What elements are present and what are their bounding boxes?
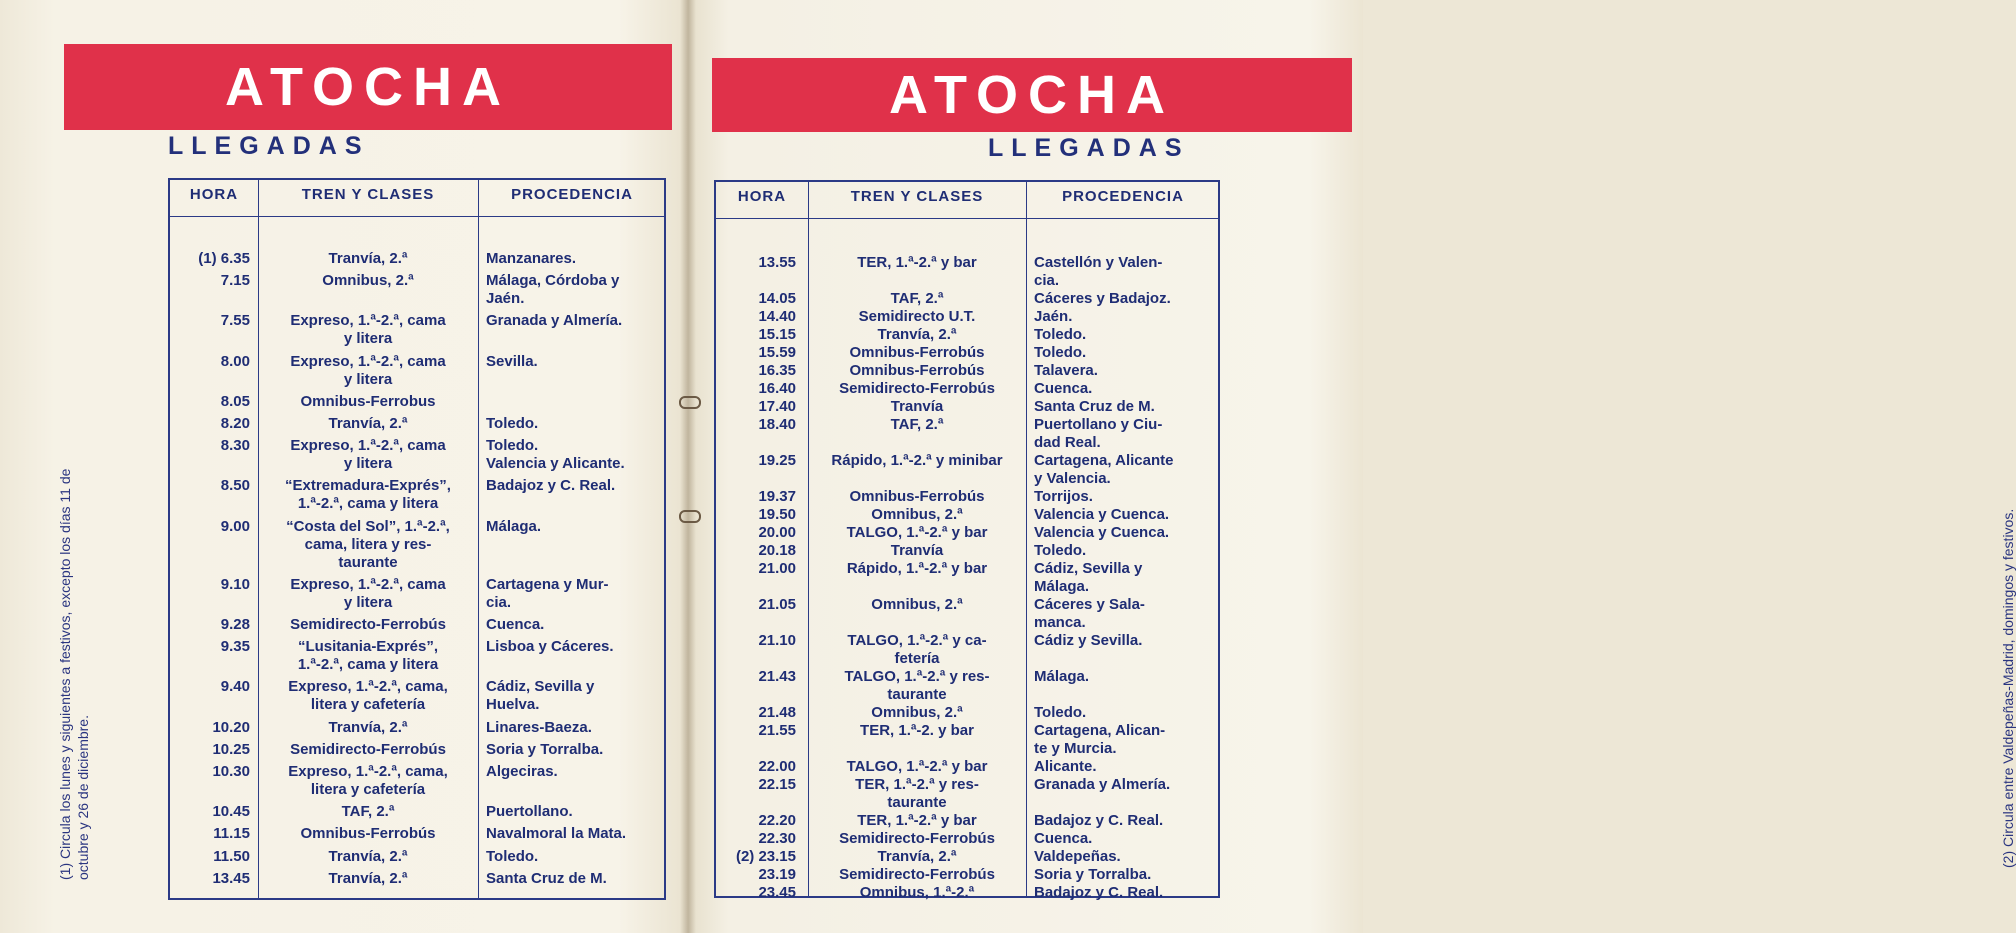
row-hora: 21.48: [758, 704, 796, 721]
row-procedencia: Cuenca.: [486, 616, 545, 633]
row-hora: 23.45: [758, 884, 796, 901]
row-hora: 22.15: [758, 776, 796, 793]
row-hora: 7.15: [220, 272, 250, 290]
row-tren: Expreso, 1.ª-2.ª, cama y litera: [290, 312, 446, 348]
row-tren: TAF, 2.ª: [890, 416, 944, 433]
row-procedencia: Talavera.: [1034, 362, 1098, 379]
row-hora: (1) 6.35: [198, 250, 250, 267]
row-hora: 8.05: [220, 392, 250, 410]
row-tren: Tranvía, 2.ª: [328, 415, 408, 432]
row-procedencia: Málaga.: [486, 517, 542, 535]
footnote-1-line2: octubre y 26 de diciembre.: [75, 715, 91, 880]
row-procedencia: Toledo.: [1034, 704, 1087, 721]
row-tren: TER, 1.ª-2.ª y bar: [857, 254, 977, 271]
book-gutter: [680, 0, 696, 933]
row-procedencia: Badajoz y C. Real.: [1034, 884, 1164, 901]
row-procedencia: Navalmoral la Mata.: [486, 825, 627, 843]
row-hora: 8.50: [220, 477, 250, 495]
row-hora: 19.50: [758, 506, 796, 523]
row-hora: 19.37: [758, 488, 796, 505]
row-procedencia: Toledo.: [1034, 344, 1087, 361]
row-hora: 9.35: [220, 638, 250, 656]
header-hora: HORA: [737, 188, 787, 205]
row-procedencia: Cuenca.: [1034, 830, 1093, 847]
row-procedencia: Valencia y Cuenca.: [1034, 506, 1170, 523]
row-tren: Omnibus-Ferrobus: [300, 392, 436, 410]
row-tren: Expreso, 1.ª-2.ª, cama y litera: [290, 575, 446, 611]
row-procedencia: Toledo. Valencia y Alicante.: [486, 437, 625, 473]
row-procedencia: Toledo.: [486, 847, 539, 865]
row-procedencia: Granada y Almería.: [486, 312, 623, 330]
row-hora: 19.25: [758, 452, 796, 469]
row-hora: 14.05: [758, 290, 796, 307]
row-procedencia: Cádiz, Sevilla y Huelva.: [486, 678, 595, 714]
row-procedencia: Cádiz y Sevilla.: [1034, 632, 1143, 649]
row-tren: Tranvía: [890, 398, 944, 415]
row-hora: 11.15: [213, 825, 250, 843]
row-tren: Omnibus, 2.ª: [871, 596, 963, 613]
row-procedencia: Toledo.: [1034, 542, 1087, 559]
row-procedencia: Jaén.: [1034, 308, 1073, 325]
row-hora: 21.05: [758, 596, 796, 613]
row-procedencia: Cartagena y Mur- cia.: [486, 575, 609, 611]
header-hora: HORA: [189, 186, 239, 203]
row-procedencia: Cartagena, Alicante y Valencia.: [1034, 452, 1174, 487]
row-hora: 10.45: [212, 803, 250, 821]
row-hora: 8.00: [220, 352, 250, 370]
header-tren: TREN Y CLASES: [850, 188, 984, 205]
row-hora: 8.20: [220, 415, 250, 432]
row-procedencia: Cáceres y Badajoz.: [1034, 290, 1171, 307]
row-tren: “Extremadura-Exprés”, 1.ª-2.ª, cama y litera: [285, 477, 451, 513]
row-procedencia: Badajoz y C. Real.: [486, 477, 616, 495]
row-tren: TALGO, 1.ª-2.ª y bar: [846, 524, 988, 541]
staple-top: [679, 396, 701, 409]
row-hora: 14.40: [758, 308, 796, 325]
row-tren: Semidirecto-Ferrobús: [839, 866, 995, 883]
row-hora: 9.28: [220, 616, 250, 633]
row-procedencia: Málaga.: [1034, 668, 1090, 685]
row-tren: “Lusitania-Exprés”, 1.ª-2.ª, cama y litera: [297, 638, 439, 674]
row-procedencia: Toledo.: [486, 415, 539, 432]
row-tren: Semidirecto-Ferrobús: [839, 830, 995, 847]
row-procedencia: Málaga, Córdoba y Jaén.: [486, 272, 620, 308]
row-hora: 9.40: [220, 678, 250, 696]
row-tren: Semidirecto U.T.: [858, 308, 976, 325]
row-procedencia: Santa Cruz de M.: [486, 869, 607, 887]
row-tren: Expreso, 1.ª-2.ª, cama, litera y cafetería: [288, 763, 448, 798]
row-tren: Omnibus, 2.ª: [322, 272, 414, 290]
footnote-2: (2) Circula entre Valdepeñas-Madrid, domingos y festivos.: [2000, 508, 2016, 868]
row-tren: TALGO, 1.ª-2.ª y ca- fetería: [847, 632, 987, 667]
row-tren: Tranvía, 2.ª: [328, 847, 408, 865]
footnote-1-line1: (1) Circula los lunes y siguientes a festivos, excepto los días 11 de: [57, 468, 73, 880]
row-tren: TALGO, 1.ª-2.ª y res- taurante: [844, 668, 990, 703]
row-tren: Semidirecto-Ferrobús: [290, 740, 446, 758]
row-procedencia: Valdepeñas.: [1034, 848, 1121, 865]
row-hora: 22.00: [758, 758, 796, 775]
row-tren: Rápido, 1.ª-2.ª y minibar: [831, 452, 1003, 469]
row-tren: Omnibus, 2.ª: [871, 704, 963, 721]
row-tren: TAF, 2.ª: [890, 290, 944, 307]
row-hora: 10.25: [212, 740, 250, 758]
row-procedencia: Cartagena, Alican- te y Murcia.: [1034, 722, 1166, 757]
row-hora: 18.40: [758, 416, 796, 433]
header-procedencia: PROCEDENCIA: [511, 186, 633, 203]
row-tren: TALGO, 1.ª-2.ª y bar: [846, 758, 988, 775]
row-tren: “Costa del Sol”, 1.ª-2.ª, cama, litera y res- taurante: [286, 517, 450, 571]
row-procedencia: Soria y Torralba.: [1034, 866, 1152, 883]
row-procedencia: Santa Cruz de M.: [1034, 398, 1155, 415]
row-hora: 9.00: [220, 517, 250, 535]
row-tren: Omnibus-Ferrobús: [300, 825, 436, 843]
row-tren: Expreso, 1.ª-2.ª, cama y litera: [290, 352, 446, 388]
row-tren: Omnibus-Ferrobús: [849, 362, 985, 379]
row-hora: 21.10: [758, 632, 796, 649]
row-hora: 7.55: [220, 312, 250, 330]
arrivals-table: [714, 180, 1220, 901]
row-tren: TER, 1.ª-2. y bar: [860, 722, 974, 739]
row-procedencia: Granada y Almería.: [1034, 776, 1171, 793]
row-hora: 9.10: [220, 575, 250, 593]
row-hora: 16.40: [758, 380, 796, 397]
station-banner: ATOCHA: [64, 44, 672, 130]
row-hora: 13.55: [758, 254, 796, 271]
row-hora: (2) 23.15: [735, 848, 796, 865]
row-hora: 21.55: [758, 722, 796, 739]
footnote-1: [56, 180, 92, 880]
row-procedencia: Badajoz y C. Real.: [1034, 812, 1164, 829]
row-tren: TER, 1.ª-2.ª y res- taurante: [855, 776, 979, 811]
row-procedencia: Puertollano y Ciu- dad Real.: [1034, 416, 1163, 451]
row-tren: Expreso, 1.ª-2.ª, cama y litera: [290, 437, 446, 473]
station-banner: ATOCHA: [712, 58, 1352, 132]
row-hora: 15.59: [758, 344, 796, 361]
row-procedencia: Soria y Torralba.: [486, 740, 604, 758]
row-procedencia: Cáceres y Sala- manca.: [1034, 596, 1145, 631]
row-procedencia: Cuenca.: [1034, 380, 1093, 397]
row-tren: Tranvía: [890, 542, 944, 559]
row-hora: 15.15: [758, 326, 796, 343]
row-tren: Tranvía, 2.ª: [328, 718, 408, 736]
row-procedencia: Alicante.: [1034, 758, 1097, 775]
row-tren: Omnibus, 2.ª: [871, 506, 963, 523]
row-procedencia: Castellón y Valen- cia.: [1034, 254, 1163, 289]
row-procedencia: Manzanares.: [486, 250, 577, 267]
arrivals-subtitle: LLEGADAS: [988, 134, 1190, 162]
staple-bottom: [679, 510, 701, 523]
right-page: [688, 0, 2016, 933]
arrivals-subtitle: LLEGADAS: [168, 132, 370, 160]
row-tren: Semidirecto-Ferrobús: [290, 616, 446, 633]
row-procedencia: Lisboa y Cáceres.: [486, 638, 614, 656]
arrivals-table: [168, 178, 666, 900]
row-procedencia: Sevilla.: [486, 352, 538, 370]
row-hora: 10.30: [212, 763, 250, 780]
row-hora: 17.40: [758, 398, 796, 415]
row-tren: Tranvía, 2.ª: [877, 848, 957, 865]
row-hora: 22.30: [758, 830, 796, 847]
row-hora: 10.20: [212, 718, 250, 736]
row-procedencia: Cádiz, Sevilla y Málaga.: [1034, 560, 1143, 595]
row-hora: 22.20: [758, 812, 796, 829]
row-hora: 16.35: [758, 362, 796, 379]
row-procedencia: Puertollano.: [486, 803, 573, 821]
row-tren: Semidirecto-Ferrobús: [839, 380, 995, 397]
header-procedencia: PROCEDENCIA: [1062, 188, 1184, 205]
row-tren: Tranvía, 2.ª: [877, 326, 957, 343]
row-hora: 21.00: [758, 560, 796, 577]
row-hora: 21.43: [758, 668, 796, 685]
row-hora: 13.45: [212, 869, 250, 887]
row-procedencia: Algeciras.: [486, 763, 558, 780]
row-tren: TAF, 2.ª: [341, 803, 395, 821]
row-procedencia: Toledo.: [1034, 326, 1087, 343]
row-tren: Rápido, 1.ª-2.ª y bar: [846, 560, 988, 577]
row-tren: Omnibus-Ferrobús: [849, 344, 985, 361]
row-tren: Tranvía, 2.ª: [328, 250, 408, 267]
row-hora: 20.00: [758, 524, 796, 541]
row-tren: TER, 1.ª-2.ª y bar: [857, 812, 977, 829]
header-tren: TREN Y CLASES: [301, 186, 435, 203]
left-page: [0, 0, 688, 933]
row-tren: Omnibus-Ferrobús: [849, 488, 985, 505]
row-hora: 23.19: [758, 866, 796, 883]
row-tren: Omnibus, 1.ª-2.ª: [859, 884, 975, 901]
row-tren: Tranvía, 2.ª: [328, 869, 408, 887]
row-hora: 8.30: [220, 437, 250, 455]
row-procedencia: Linares-Baeza.: [486, 718, 592, 736]
row-hora: 20.18: [758, 542, 796, 559]
row-hora: 11.50: [213, 847, 250, 865]
row-procedencia: Torrijos.: [1034, 488, 1093, 505]
row-procedencia: Valencia y Cuenca.: [1034, 524, 1170, 541]
row-tren: Expreso, 1.ª-2.ª, cama, litera y cafetería: [288, 678, 448, 714]
